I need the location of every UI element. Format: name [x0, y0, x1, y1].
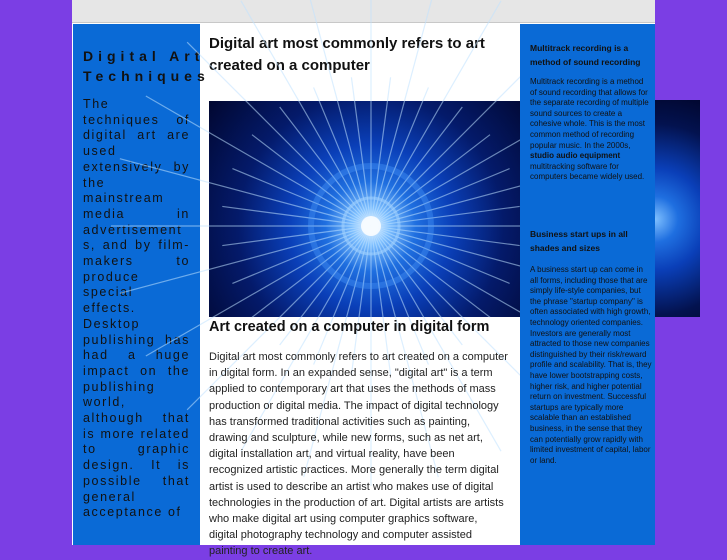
left-column-title: Digital Art Techniques	[83, 48, 210, 84]
sidebar-heading-multitrack: Multitrack recording is a method of sound recording	[530, 43, 641, 67]
left-column	[73, 24, 210, 545]
sidebar-text-multitrack-part2: multitracking software for computers became widely used.	[530, 161, 645, 182]
article-body: Digital art most commonly refers to art created on a computer in digital form. In an expanded sense, "digital art" is a term applied to contemporary art that uses the methods of mass production or digital media. The impact of digital technology has transformed traditional activities such as painting, drawing and sculpture, while new forms, such as net art, digital installation art, and virtual reality, have been recognized artistic practices. More generally the term digital artist is used to describe an artist who makes use of digital technologies in the production of art. Digital artists are artists who make digital art using computer graphics software, digital photography technology and computer assisted painting to create art.	[209, 351, 508, 558]
left-column-text: The techniques of digital art are used extensively by the mainstream media in advertisements, and by film-makers to produce special effects. Desktop publishing has had a huge impact on the publishing world, although that is more related to graphic design. It is possible that general acceptance of	[83, 97, 190, 520]
right-sidebar	[520, 24, 655, 545]
sidebar-text-multitrack-bold: studio audio equipment	[530, 151, 621, 161]
sidebar-heading-business: Business start ups in all shades and sizes	[530, 229, 628, 253]
decorative-side-image	[655, 100, 700, 317]
starburst-graphic	[209, 101, 520, 317]
top-bar	[72, 0, 655, 23]
sidebar-text-multitrack-part1: Multitrack recording is a method of sound recording that allows for the separate recording of multiple sound sources to create a cohesive whole. This is the most common method of recording popular music. In the 2000s,	[530, 77, 649, 150]
sidebar-text-business: A business start up can come in all forms, including those that are simply life-style companies, but the phrase "startup company" is often associated with high growth, technology oriented companies. Investors are generally most attracted to those new companies distinguished by their risk/reward profile and scalability. That is, they have lower bootstrapping costs, higher risk, and higher potential return on investment. Successful startups are typically more scalable than an established business, in the sense that they can potentially grow rapidly with limited investment of capital, labor or land.	[530, 265, 652, 465]
sidebar-text-multitrack	[530, 77, 652, 183]
hero-image-digital-art	[209, 101, 520, 317]
main-content	[200, 24, 520, 558]
article-title: Digital art most commonly refers to art created on a computer	[209, 35, 485, 74]
article-subtitle: Art created on a computer in digital form	[209, 319, 490, 335]
